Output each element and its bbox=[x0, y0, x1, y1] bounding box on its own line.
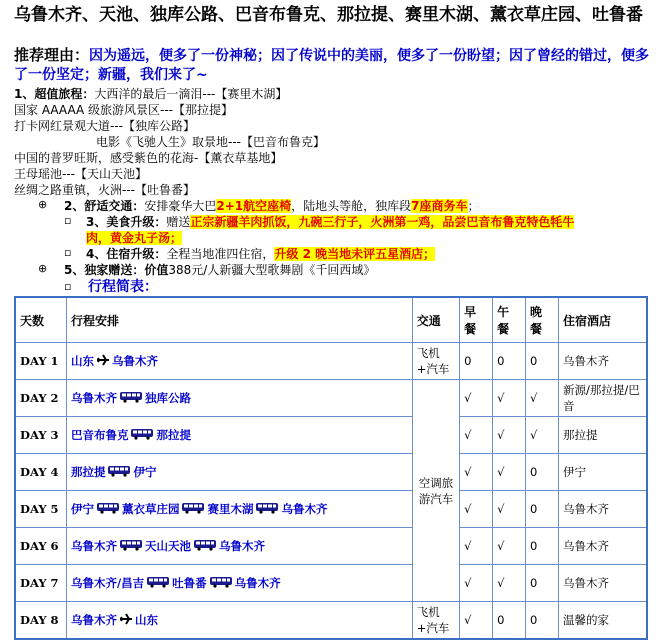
header-plan: 行程安排 bbox=[66, 297, 412, 343]
hotel-cell: 伊宁 bbox=[558, 454, 647, 491]
highlight-2-a: 安排豪华大巴 bbox=[144, 199, 217, 213]
lunch-cell: √ bbox=[493, 454, 526, 491]
breakfast-cell: √ bbox=[460, 454, 493, 491]
highlight-line-2: 国家 AAAAA 级旅游风景区---【那拉提】 bbox=[14, 103, 234, 117]
breakfast-cell: √ bbox=[460, 528, 493, 565]
day-cell: DAY 5 bbox=[15, 491, 66, 528]
header-lunch: 午餐 bbox=[493, 297, 526, 343]
header-breakfast: 早餐 bbox=[460, 297, 493, 343]
route-stop: 那拉提 bbox=[70, 465, 106, 479]
lunch-cell: √ bbox=[493, 565, 526, 602]
bus-icon bbox=[96, 502, 120, 517]
table-row bbox=[15, 417, 647, 454]
table-row bbox=[15, 602, 647, 640]
highlight-1-label: 超值旅程： bbox=[34, 87, 95, 101]
hotel-cell: 乌鲁木齐 bbox=[558, 343, 647, 380]
header-transport: 交通 bbox=[412, 297, 459, 343]
highlight-2-b: 2+1航空座椅 bbox=[216, 199, 292, 213]
lunch-cell: √ bbox=[493, 528, 526, 565]
square-bullet-icon: ▫ bbox=[64, 280, 72, 293]
highlight-2-e: ； bbox=[467, 199, 480, 213]
bus-icon bbox=[209, 576, 233, 591]
bus-icon bbox=[107, 465, 131, 480]
route-stop: 天山天池 bbox=[144, 539, 191, 553]
reason-label: 推荐理由： bbox=[14, 46, 90, 64]
highlight-5-label: 独家赠送： bbox=[84, 263, 145, 277]
airplane-icon bbox=[119, 613, 133, 628]
day-cell: DAY 2 bbox=[15, 380, 66, 417]
highlight-3-cont bbox=[86, 230, 182, 246]
reason-text: 因为遥远，便多了一份神秘；因了传说中的美丽，便多了一份盼望；因了曾经的错过，便多了一份坚定；新疆，我们来了~ bbox=[14, 48, 650, 83]
lunch-cell: 0 bbox=[493, 343, 526, 380]
route-cell bbox=[66, 417, 412, 454]
day-cell: DAY 6 bbox=[15, 528, 66, 565]
dinner-cell: 0 bbox=[526, 528, 559, 565]
table-row bbox=[15, 343, 647, 380]
dinner-cell: √ bbox=[526, 380, 559, 417]
transport-cell: 飞机+汽车 bbox=[412, 343, 459, 380]
highlight-3-c: 肉，黄金丸子汤； bbox=[86, 231, 183, 245]
hotel-cell: 乌鲁木齐 bbox=[558, 528, 647, 565]
route-stop: 薰衣草庄园 bbox=[121, 502, 180, 516]
route-stop: 乌鲁木齐 bbox=[70, 539, 117, 553]
highlight-line-5: 中国的普罗旺斯，感受紫色的花海-【薰衣草基地】 bbox=[14, 151, 283, 165]
highlight-4-label: 住宿升级： bbox=[106, 247, 167, 261]
highlight-2-num: 2、 bbox=[64, 199, 85, 213]
highlight-1-text: 大西洋的最后一滴泪---【赛里木湖】 bbox=[94, 87, 288, 101]
breakfast-cell: 0 bbox=[460, 343, 493, 380]
route-stop: 乌鲁木齐 bbox=[70, 391, 117, 405]
dinner-cell: √ bbox=[526, 417, 559, 454]
table-row bbox=[15, 491, 647, 528]
day-cell: DAY 1 bbox=[15, 343, 66, 380]
route-stop: 山东 bbox=[134, 613, 158, 627]
itinerary-title: 行程简表： bbox=[88, 279, 158, 295]
route-stop: 伊宁 bbox=[133, 465, 157, 479]
day-cell: DAY 8 bbox=[15, 602, 66, 640]
route-cell bbox=[66, 491, 412, 528]
day-cell: DAY 7 bbox=[15, 565, 66, 602]
recommend-reason bbox=[14, 46, 654, 85]
route-cell bbox=[66, 565, 412, 602]
hotel-cell: 新源/那拉提/巴音 bbox=[558, 380, 647, 417]
highlight-4-a: 全程当地准四住宿， bbox=[166, 247, 275, 261]
bus-icon bbox=[146, 576, 170, 591]
table-row bbox=[15, 528, 647, 565]
route-stop: 乌鲁木齐 bbox=[234, 576, 281, 590]
highlight-3-b: 正宗新疆羊肉抓饭，九碗三行子，火洲第一鸡，品尝巴音布鲁克特色牦牛 bbox=[190, 215, 575, 229]
highlight-line-7: 丝绸之路重镇，火洲---【吐鲁番】 bbox=[14, 183, 195, 197]
highlight-4-b: 升级 2 晚当地未评五星酒店； bbox=[274, 247, 436, 261]
table-row bbox=[15, 380, 647, 417]
day-cell: DAY 3 bbox=[15, 417, 66, 454]
lunch-cell: √ bbox=[493, 417, 526, 454]
itinerary-table bbox=[14, 296, 648, 640]
route-stop: 乌鲁木齐 bbox=[111, 354, 158, 368]
highlight-line-3: 打卡网红景观大道---【独库公路】 bbox=[14, 119, 195, 133]
transport-shared-cell: 空调旅游汽车 bbox=[412, 380, 459, 602]
route-stop: 乌鲁木齐 bbox=[218, 539, 265, 553]
table-row bbox=[15, 454, 647, 491]
highlight-4 bbox=[86, 246, 435, 262]
bus-icon bbox=[255, 502, 279, 517]
bus-icon bbox=[119, 539, 143, 554]
bus-icon bbox=[181, 502, 205, 517]
dinner-cell: 0 bbox=[526, 454, 559, 491]
header-hotel: 住宿酒店 bbox=[558, 297, 647, 343]
crosshair-bullet-icon: ⊕ bbox=[38, 198, 48, 211]
highlight-line-4: 电影《飞驰人生》取景地---【巴音布鲁克】 bbox=[96, 135, 325, 149]
day-cell: DAY 4 bbox=[15, 454, 66, 491]
highlight-2 bbox=[64, 198, 480, 214]
crosshair-bullet-icon: ⊕ bbox=[38, 262, 48, 275]
route-cell bbox=[66, 343, 412, 380]
breakfast-cell: √ bbox=[460, 602, 493, 640]
breakfast-cell: √ bbox=[460, 565, 493, 602]
highlight-1 bbox=[14, 86, 287, 102]
transport-cell: 飞机+汽车 bbox=[412, 602, 459, 640]
airplane-icon bbox=[96, 354, 110, 369]
square-bullet-icon: ▫ bbox=[64, 246, 72, 259]
bus-icon bbox=[130, 428, 154, 443]
highlight-1-num: 1、 bbox=[14, 87, 35, 101]
highlight-line-6: 王母瑶池---【天山天池】 bbox=[14, 167, 147, 181]
header-dinner: 晚餐 bbox=[526, 297, 559, 343]
dinner-cell: 0 bbox=[526, 565, 559, 602]
highlight-3-a: 赠送 bbox=[166, 215, 191, 229]
hotel-cell: 乌鲁木齐 bbox=[558, 491, 647, 528]
dinner-cell: 0 bbox=[526, 491, 559, 528]
route-stop: 赛里木湖 bbox=[207, 502, 254, 516]
route-stop: 山东 bbox=[70, 354, 94, 368]
hotel-cell: 乌鲁木齐 bbox=[558, 565, 647, 602]
highlight-2-c: ，陆地头等舱，独库段 bbox=[291, 199, 412, 213]
dinner-cell: 0 bbox=[526, 343, 559, 380]
page-title: 乌鲁木齐、天池、独库公路、巴音布鲁克、那拉提、赛里木湖、薰衣草庄园、吐鲁番 bbox=[14, 5, 643, 25]
highlight-5-a: 价值 bbox=[144, 263, 169, 277]
bus-icon bbox=[119, 391, 143, 406]
bus-icon bbox=[193, 539, 217, 554]
table-row bbox=[15, 565, 647, 602]
route-stop: 乌鲁木齐 bbox=[281, 502, 328, 516]
square-bullet-icon: ▫ bbox=[64, 214, 72, 227]
breakfast-cell: √ bbox=[460, 417, 493, 454]
route-stop: 那拉提 bbox=[156, 428, 191, 442]
hotel-cell: 那拉提 bbox=[558, 417, 647, 454]
route-stop: 乌鲁木齐 bbox=[70, 613, 117, 627]
highlight-5-num: 5、 bbox=[64, 263, 85, 277]
highlight-3 bbox=[86, 214, 574, 230]
lunch-cell: √ bbox=[493, 491, 526, 528]
route-stop: 乌鲁木齐/昌吉 bbox=[70, 576, 145, 590]
route-stop: 独库公路 bbox=[144, 391, 191, 405]
route-stop: 巴音布鲁克 bbox=[70, 428, 129, 442]
header-day: 天数 bbox=[15, 297, 66, 343]
hotel-cell: 温馨的家 bbox=[558, 602, 647, 640]
route-stop: 吐鲁番 bbox=[172, 576, 207, 590]
breakfast-cell: √ bbox=[460, 380, 493, 417]
route-cell bbox=[66, 454, 412, 491]
breakfast-cell: √ bbox=[460, 491, 493, 528]
route-cell bbox=[66, 602, 412, 640]
lunch-cell: √ bbox=[493, 380, 526, 417]
table-header-row bbox=[15, 297, 647, 343]
highlight-2-label: 舒适交通： bbox=[84, 199, 145, 213]
highlight-2-d: 7座商务车 bbox=[411, 199, 468, 213]
route-cell bbox=[66, 380, 412, 417]
highlight-5-b: 388元/人新疆大型歌舞剧《千回西域》 bbox=[168, 263, 376, 277]
highlight-3-label: 美食升级： bbox=[106, 215, 167, 229]
route-stop: 伊宁 bbox=[70, 502, 94, 516]
highlight-3-num: 3、 bbox=[86, 215, 107, 229]
dinner-cell: 0 bbox=[526, 602, 559, 640]
lunch-cell: 0 bbox=[493, 602, 526, 640]
highlight-4-num: 4、 bbox=[86, 247, 107, 261]
route-cell bbox=[66, 528, 412, 565]
